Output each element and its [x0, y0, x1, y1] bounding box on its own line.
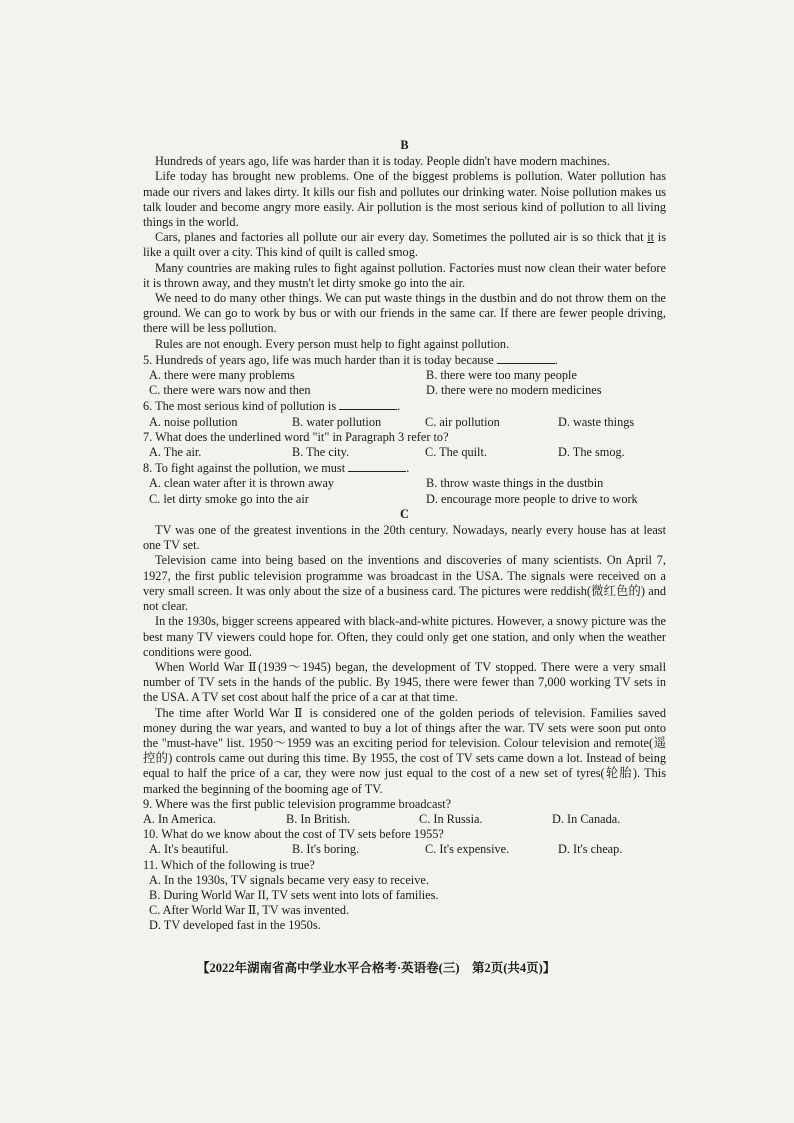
option-c[interactable]: C. After World War Ⅱ, TV was invented.: [149, 903, 350, 918]
question-5-options: [143, 368, 666, 398]
option-a[interactable]: A. In the 1930s, TV signals became very easy to receive.: [149, 872, 429, 887]
question-7-options: [143, 445, 666, 460]
question-8-stem-end: .: [406, 461, 410, 476]
question-5: [143, 352, 666, 368]
question-10: 10. What do we know about the cost of TV sets before 1955?: [143, 827, 444, 842]
option-a[interactable]: A. noise pollution: [149, 414, 238, 429]
option-a[interactable]: A. The air.: [149, 445, 202, 460]
paragraph-3-text-end: is like a quilt over a city. This kind of quilt is called smog.: [143, 230, 666, 260]
question-7: [143, 430, 666, 445]
question-6: [143, 398, 666, 414]
section-c-label: C: [400, 506, 409, 521]
passage-c-paragraph-1: TV was one of the greatest inventions in the 20th century. Nowadays, nearly every house has at least one TV set.: [143, 523, 666, 553]
answer-blank: [339, 398, 397, 410]
option-d[interactable]: D. waste things: [558, 414, 635, 429]
answer-blank: [348, 460, 406, 472]
question-8-stem: 8. To fight against the pollution, we must: [143, 461, 346, 476]
option-c[interactable]: C. It's expensive.: [425, 842, 510, 857]
option-a[interactable]: A. In America.: [143, 811, 217, 826]
question-6-options: [143, 415, 666, 430]
option-b[interactable]: B. During World War II, TV sets went into lots of families.: [149, 887, 439, 902]
passage-b-paragraph-6: Rules are not enough. Every person must help to fight against pollution.: [155, 336, 510, 351]
passage-b-paragraph-4: Many countries are making rules to fight against pollution. Factories must now clean their water before it is thrown away, and they mustn't let dirty smoke go into the air.: [143, 260, 666, 290]
passage-c-paragraph-3: In the 1930s, bigger screens appeared with black-and-white pictures. However, a snowy picture was the best many TV viewers could hope for. Often, they could only get one station, and only when the weather conditions were good.: [143, 614, 666, 659]
passage-b-paragraph-3: [143, 230, 666, 260]
passage-b-paragraph-1: Hundreds of years ago, life was harder than it is today. People didn't have modern machines.: [155, 154, 610, 169]
question-11: 11. Which of the following is true?: [143, 857, 315, 872]
option-b[interactable]: B. The city.: [292, 445, 350, 460]
page-footer: 【2022年湖南省高中学业水平合格考·英语卷(三) 第2页(共4页)】: [197, 961, 556, 975]
question-5-stem: 5. Hundreds of years ago, life was much harder than it is today because: [143, 352, 494, 367]
question-9: 9. Where was the first public television programme broadcast?: [143, 796, 452, 811]
option-c[interactable]: C. air pollution: [425, 414, 500, 429]
option-c[interactable]: C. The quilt.: [425, 445, 487, 460]
option-a[interactable]: A. there were many problems: [149, 368, 295, 383]
option-d[interactable]: D. In Canada.: [552, 811, 621, 826]
question-5-stem-end: .: [554, 352, 558, 367]
option-c[interactable]: C. In Russia.: [419, 811, 483, 826]
option-b[interactable]: B. In British.: [286, 811, 351, 826]
question-11-options: [149, 873, 666, 934]
option-d[interactable]: D. encourage more people to drive to work: [426, 491, 638, 506]
passage-c-paragraph-4: When World War Ⅱ(1939～1945) began, the development of TV stopped. There were a very small number of TV sets in the hands of the public. By 1945, there were fewer than 7,000 working TV sets in the USA. A TV set cost about half the price of a car at that time.: [143, 659, 666, 705]
option-a[interactable]: A. clean water after it is thrown away: [149, 476, 335, 491]
passage-c-paragraph-5: The time after World War Ⅱ is considered one of the golden periods of television. Families saved money during the war years, and wanted to buy a lot of things after the war. TV sets were soon put onto the "must-have" list. 1950～1959 was an exciting period for television. Colour television and remote(遥控的) controls came out during this time. By 1955, the cost of TV sets came down a lot. Instead of being equal to half the price of a car, they were now just equal to the cost of a new set of tyres(轮胎). This marked the beginning of the booming age of TV.: [143, 705, 666, 796]
passage-c-paragraph-2: Television came into being based on the inventions and discoveries of many scientists. On April 7, 1927, the first public television programme was broadcast in the USA. The signals were received on a very small screen. It was only about the size of a business card. The pictures were reddish(微红色的) and not clear.: [143, 553, 666, 614]
question-8-options: [143, 476, 666, 506]
option-d[interactable]: D. The smog.: [558, 445, 625, 460]
option-a[interactable]: A. It's beautiful.: [149, 842, 229, 857]
paragraph-3-text-start: Cars, planes and factories all pollute our air every day. Sometimes the polluted air is so thick that: [155, 230, 648, 245]
question-8: [143, 460, 666, 476]
option-d[interactable]: D. TV developed fast in the 1950s.: [149, 918, 321, 933]
question-7-stem: 7. What does the underlined word "it" in Paragraph 3 refer to?: [143, 429, 449, 444]
option-b[interactable]: B. water pollution: [292, 414, 382, 429]
option-d[interactable]: D. It's cheap.: [558, 842, 623, 857]
option-d[interactable]: D. there were no modern medicines: [426, 383, 602, 398]
question-9-options: [143, 812, 666, 827]
option-c[interactable]: C. there were wars now and then: [149, 383, 311, 398]
option-b[interactable]: B. there were too many people: [426, 368, 577, 383]
underlined-word-it: it: [647, 230, 655, 245]
option-b[interactable]: B. It's boring.: [292, 842, 360, 857]
option-b[interactable]: B. throw waste things in the dustbin: [426, 476, 604, 491]
question-10-options: [143, 842, 666, 857]
question-6-stem: 6. The most serious kind of pollution is: [143, 399, 337, 414]
section-b-label: B: [400, 138, 409, 152]
option-c[interactable]: C. let dirty smoke go into the air: [149, 491, 309, 506]
passage-b-paragraph-2: Life today has brought new problems. One of the biggest problems is pollution. Water pollution has made our rivers and lakes dirty. It kills our fish and pollutes our drinking water. Noise pollution makes us talk louder and become angry more easily. Air pollution is the most serious kind of pollution to all living things in the world.: [143, 169, 666, 230]
question-6-stem-end: .: [397, 399, 401, 414]
exam-page: [143, 138, 666, 934]
answer-blank: [497, 352, 555, 364]
passage-b-paragraph-5: We need to do many other things. We can put waste things in the dustbin and do not throw them on the ground. We can go to work by bus or with our friends in the same car. If there are fewer people driving, there will be less pollution.: [143, 291, 666, 336]
